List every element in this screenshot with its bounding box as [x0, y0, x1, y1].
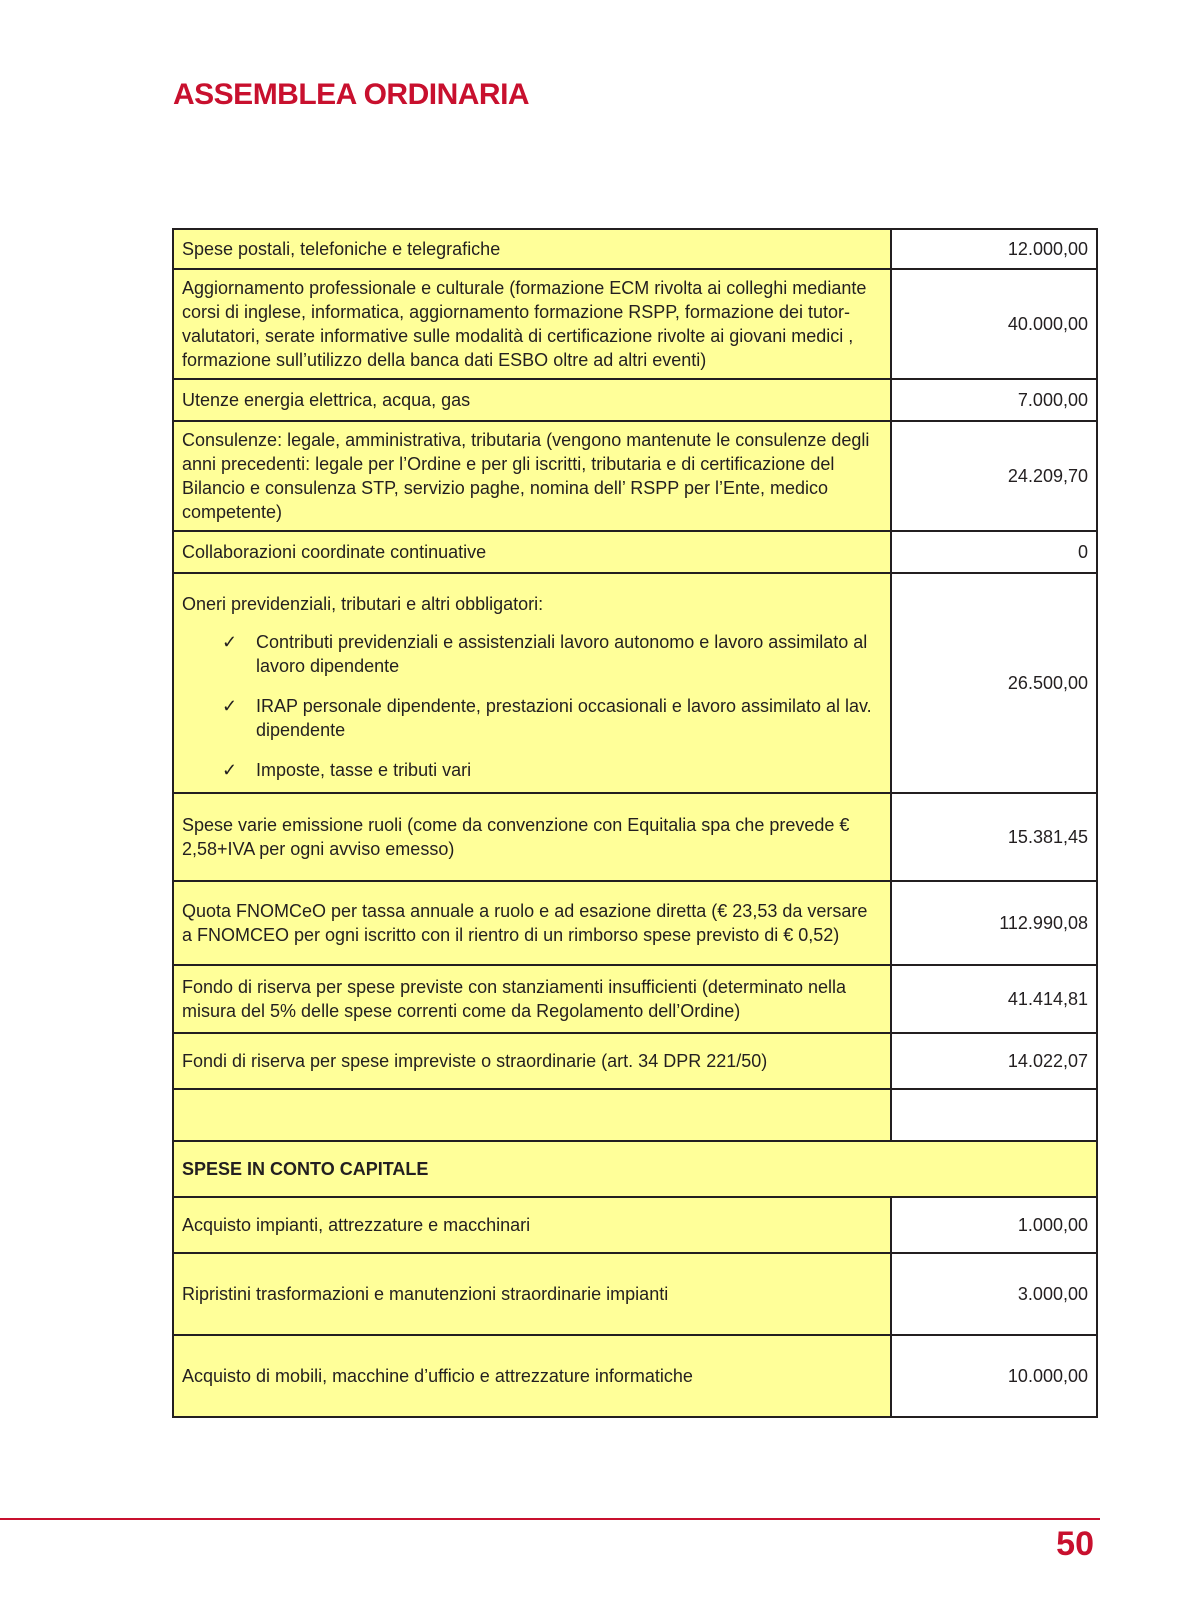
page-number: 50 — [1056, 1525, 1094, 1563]
row-description: Acquisto impianti, attrezzature e macchinari — [173, 1197, 891, 1253]
table-row — [173, 965, 1097, 1033]
row-description: Fondo di riserva per spese previste con stanziamenti insufficienti (determinato nella misura del 5% delle spese correnti come da Regolamento dell’Ordine) — [173, 965, 891, 1033]
section-heading: SPESE IN CONTO CAPITALE — [173, 1141, 1097, 1197]
footer-divider — [0, 1518, 1100, 1520]
table-row — [173, 421, 1097, 531]
checklist-item — [182, 758, 882, 782]
table-row — [173, 531, 1097, 573]
oneri-cell — [173, 573, 891, 793]
row-amount: 24.209,70 — [891, 421, 1097, 531]
row-amount: 112.990,08 — [891, 881, 1097, 965]
table-row — [173, 229, 1097, 269]
checkmark-icon: ✓ — [222, 696, 238, 716]
table-row — [173, 1335, 1097, 1417]
budget-table — [172, 228, 1098, 1418]
row-amount: 15.381,45 — [891, 793, 1097, 881]
row-description: Fondi di riserva per spese impreviste o straordinarie (art. 34 DPR 221/50) — [173, 1033, 891, 1089]
row-amount: 40.000,00 — [891, 269, 1097, 379]
row-amount: 1.000,00 — [891, 1197, 1097, 1253]
checklist-item-label: IRAP personale dipendente, prestazioni occasionali e lavoro assimilato al lav. dipendente — [256, 696, 872, 740]
row-amount: 41.414,81 — [891, 965, 1097, 1033]
row-description: Utenze energia elettrica, acqua, gas — [173, 379, 891, 421]
row-description: Aggiornamento professionale e culturale (formazione ECM rivolta ai colleghi mediante corsi di inglese, informatica, aggiornamento formazione RSPP, formazione dei tutor-valutatori, serate informative sulle modalità di certificazione rivolte ai giovani medici , formazione sull’utilizzo della banca dati ESBO oltre ad altri eventi) — [173, 269, 891, 379]
row-description: Spese postali, telefoniche e telegrafiche — [173, 229, 891, 269]
row-description: Ripristini trasformazioni e manutenzioni straordinarie impianti — [173, 1253, 891, 1335]
empty-row — [173, 1089, 1097, 1141]
row-amount: 0 — [891, 531, 1097, 573]
table-row — [173, 793, 1097, 881]
checkmark-icon: ✓ — [222, 632, 238, 652]
table-row — [173, 269, 1097, 379]
table-row — [173, 1197, 1097, 1253]
checklist-item — [182, 630, 882, 678]
table-row — [173, 1033, 1097, 1089]
checklist-item — [182, 694, 882, 742]
oneri-intro: Oneri previdenziali, tributari e altri obbligatori: — [182, 594, 544, 614]
empty-cell — [173, 1089, 891, 1141]
table-row — [173, 1253, 1097, 1335]
row-description: Collaborazioni coordinate continuative — [173, 531, 891, 573]
checklist-item-label: Contributi previdenziali e assistenziali lavoro autonomo e lavoro assimilato al lavoro dipendente — [256, 632, 868, 676]
table-row — [173, 379, 1097, 421]
row-amount: 26.500,00 — [891, 573, 1097, 793]
empty-cell — [891, 1089, 1097, 1141]
section-heading-row — [173, 1141, 1097, 1197]
checkmark-icon: ✓ — [222, 760, 238, 780]
row-description: Spese varie emissione ruoli (come da convenzione con Equitalia spa che prevede € 2,58+IVA per ogni avviso emesso) — [173, 793, 891, 881]
row-amount: 14.022,07 — [891, 1033, 1097, 1089]
row-description: Acquisto di mobili, macchine d’ufficio e attrezzature informatiche — [173, 1335, 891, 1417]
row-amount: 7.000,00 — [891, 379, 1097, 421]
row-amount: 3.000,00 — [891, 1253, 1097, 1335]
row-description: Quota FNOMCeO per tassa annuale a ruolo e ad esazione diretta (€ 23,53 da versare a FNOMCEO per ogni iscritto con il rientro di un rimborso spese previsto di € 0,52) — [173, 881, 891, 965]
table-row — [173, 881, 1097, 965]
row-amount: 10.000,00 — [891, 1335, 1097, 1417]
page-title: ASSEMBLEA ORDINARIA — [173, 78, 530, 111]
checklist-item-label: Imposte, tasse e tributi vari — [256, 760, 472, 780]
row-description: Consulenze: legale, amministrativa, tributaria (vengono mantenute le consulenze degli anni precedenti: legale per l’Ordine e per gli iscritti, tributaria e di certificazione del Bilancio e consulenza STP, servizio paghe, nomina dell’ RSPP per l’Ente, medico competente) — [173, 421, 891, 531]
row-amount: 12.000,00 — [891, 229, 1097, 269]
table-row-oneri — [173, 573, 1097, 793]
